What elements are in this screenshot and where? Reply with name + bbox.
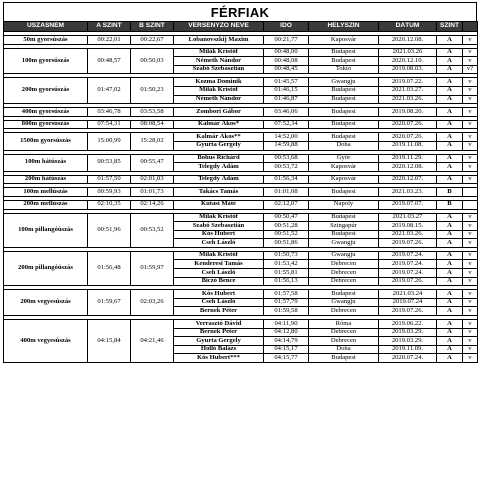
place-cell: Kaposvár bbox=[309, 163, 379, 172]
level-cell: A bbox=[437, 175, 463, 184]
place-cell: Gwangju bbox=[309, 239, 379, 248]
a-level-cell: 00:51,96 bbox=[88, 213, 131, 247]
table-row bbox=[4, 133, 478, 142]
date-cell: 2021.03.27. bbox=[379, 86, 437, 95]
place-cell: Doha bbox=[309, 345, 379, 354]
level-cell: A bbox=[437, 239, 463, 248]
level-cell: A bbox=[437, 95, 463, 104]
place-cell: Gwangju bbox=[309, 298, 379, 307]
date-cell: 2019.08.15. bbox=[379, 222, 437, 231]
table-row bbox=[4, 48, 478, 57]
a-level-cell: 00:59,93 bbox=[88, 188, 131, 197]
time-cell: 00:50,47 bbox=[264, 213, 309, 222]
table-row bbox=[4, 290, 478, 299]
level-cell: A bbox=[437, 141, 463, 150]
table-row bbox=[4, 320, 478, 329]
level-cell: A bbox=[437, 57, 463, 66]
date-cell: 2019.08.03. bbox=[379, 65, 437, 74]
place-cell: Budapest bbox=[309, 57, 379, 66]
date-cell: 2019.03.29. bbox=[379, 328, 437, 337]
level-cell: A bbox=[437, 230, 463, 239]
swimmer-name-cell: Cseh László bbox=[174, 269, 264, 278]
b-level-cell: 00:22,67 bbox=[131, 36, 174, 45]
event-cell: 50m gyorsúszás bbox=[4, 36, 88, 45]
swimmer-name-cell: Kenderesi Tamás bbox=[174, 260, 264, 269]
level-cell: A bbox=[437, 277, 463, 286]
place-cell: Kaposvár bbox=[309, 36, 379, 45]
time-cell: 04:12,80 bbox=[264, 328, 309, 337]
swimmer-name-cell: Holló Balázs bbox=[174, 345, 264, 354]
date-cell: 2021.03.26. bbox=[379, 230, 437, 239]
mark-cell: v bbox=[463, 290, 478, 299]
col-header-place: HELYSZÍN bbox=[309, 22, 379, 32]
time-cell: 00:51,28 bbox=[264, 222, 309, 231]
level-cell: A bbox=[437, 120, 463, 129]
table-row bbox=[4, 108, 478, 117]
swimmer-name-cell: Lobanovszkij Maxim bbox=[174, 36, 264, 45]
time-cell: 14:52,00 bbox=[264, 133, 309, 142]
a-level-cell: 00:53,85 bbox=[88, 154, 131, 171]
b-level-cell: 15:28,02 bbox=[131, 133, 174, 150]
level-cell: A bbox=[437, 154, 463, 163]
place-cell: Debrecen bbox=[309, 260, 379, 269]
date-cell: 2021.03.26. bbox=[379, 95, 437, 104]
mark-cell: v bbox=[463, 337, 478, 346]
date-cell: 2020.07.26. bbox=[379, 133, 437, 142]
swimmer-name-cell: Milák Kristóf bbox=[174, 213, 264, 222]
swimmer-name-cell: Milák Kristóf bbox=[174, 251, 264, 260]
mark-cell: v bbox=[463, 222, 478, 231]
swimmer-name-cell: Zombori Gábor bbox=[174, 108, 264, 117]
a-level-cell: 04:15,84 bbox=[88, 320, 131, 363]
table-row bbox=[4, 36, 478, 45]
time-cell: 01:57,79 bbox=[264, 298, 309, 307]
mark-cell: v? bbox=[463, 65, 478, 74]
time-cell: 01:46,15 bbox=[264, 86, 309, 95]
time-cell: 01:56,34 bbox=[264, 175, 309, 184]
level-cell: A bbox=[437, 48, 463, 57]
date-cell: 2019.07.24. bbox=[379, 269, 437, 278]
level-cell: A bbox=[437, 108, 463, 117]
swimmer-name-cell: Bohus Richárd bbox=[174, 154, 264, 163]
level-cell: A bbox=[437, 345, 463, 354]
mark-cell: v bbox=[463, 154, 478, 163]
place-cell: Gwangju bbox=[309, 251, 379, 260]
level-cell: A bbox=[437, 36, 463, 45]
results-sheet bbox=[3, 2, 477, 363]
swimmer-name-cell: Takács Tamás bbox=[174, 188, 264, 197]
place-cell: Debrecen bbox=[309, 269, 379, 278]
level-cell: A bbox=[437, 290, 463, 299]
mark-cell: v bbox=[463, 78, 478, 87]
level-cell: A bbox=[437, 260, 463, 269]
place-cell: Budapest bbox=[309, 133, 379, 142]
date-cell: 2019.07.26. bbox=[379, 239, 437, 248]
level-cell: A bbox=[437, 354, 463, 363]
b-level-cell: 08:08,54 bbox=[131, 120, 174, 129]
mark-cell: v bbox=[463, 354, 478, 363]
header-row bbox=[4, 22, 478, 32]
time-cell: 07:52,34 bbox=[264, 120, 309, 129]
b-level-cell: 02:01,03 bbox=[131, 175, 174, 184]
col-header-date: DÁTUM bbox=[379, 22, 437, 32]
table-row bbox=[4, 120, 478, 129]
mark-cell: v bbox=[463, 251, 478, 260]
swimmer-name-cell: Kós Hubert bbox=[174, 230, 264, 239]
mark-cell: v bbox=[463, 57, 478, 66]
mark-cell: v bbox=[463, 260, 478, 269]
b-level-cell: 02:03,26 bbox=[131, 290, 174, 316]
date-cell: 2019.08.20. bbox=[379, 108, 437, 117]
date-cell: 2019.07.24 bbox=[379, 298, 437, 307]
a-level-cell: 15:00,99 bbox=[88, 133, 131, 150]
place-cell: Győr bbox=[309, 154, 379, 163]
level-cell: A bbox=[437, 78, 463, 87]
b-level-cell: 00:53,52 bbox=[131, 213, 174, 247]
event-cell: 100m hátúszás bbox=[4, 154, 88, 171]
time-cell: 00:51,52 bbox=[264, 230, 309, 239]
table-row bbox=[4, 154, 478, 163]
date-cell: 2019.07.22. bbox=[379, 78, 437, 87]
level-cell: A bbox=[437, 163, 463, 172]
mark-cell: v bbox=[463, 213, 478, 222]
col-header-event: ÚSZÁSNEM bbox=[4, 22, 88, 32]
mark-cell: v bbox=[463, 230, 478, 239]
swimmer-name-cell: Cseh László bbox=[174, 239, 264, 248]
swimmer-name-cell: Bernek Péter bbox=[174, 328, 264, 337]
event-cell: 200m pillangóúszás bbox=[4, 251, 88, 285]
b-level-cell: 01:50,23 bbox=[131, 78, 174, 104]
date-cell: 2021.03.26 bbox=[379, 48, 437, 57]
swimmer-name-cell: Kozma Dominik bbox=[174, 78, 264, 87]
date-cell: 2021.03.24 bbox=[379, 290, 437, 299]
event-cell: 200m gyorsúszás bbox=[4, 78, 88, 104]
place-cell: Debrecen bbox=[309, 328, 379, 337]
date-cell: 2020.12.10. bbox=[379, 57, 437, 66]
date-cell: 2020.12.07. bbox=[379, 175, 437, 184]
level-cell: A bbox=[437, 307, 463, 316]
mark-cell: v bbox=[463, 108, 478, 117]
event-cell: 200m vegyesúszás bbox=[4, 290, 88, 316]
results-table bbox=[3, 21, 478, 363]
swimmer-name-cell: Milák Kristóf bbox=[174, 48, 264, 57]
level-cell: A bbox=[437, 213, 463, 222]
time-cell: 01:50,73 bbox=[264, 251, 309, 260]
level-cell: A bbox=[437, 133, 463, 142]
place-cell: Budapest bbox=[309, 354, 379, 363]
table-row bbox=[4, 175, 478, 184]
mark-cell: v bbox=[463, 175, 478, 184]
mark-cell: v bbox=[463, 86, 478, 95]
place-cell: Budapest bbox=[309, 290, 379, 299]
swimmer-name-cell: Kalmár Ákos** bbox=[174, 133, 264, 142]
place-cell: Budapest bbox=[309, 108, 379, 117]
mark-cell: v bbox=[463, 48, 478, 57]
level-cell: A bbox=[437, 269, 463, 278]
mark-cell: v bbox=[463, 298, 478, 307]
time-cell: 00:48,00 bbox=[264, 48, 309, 57]
date-cell: 2019.07.26. bbox=[379, 277, 437, 286]
place-cell: Debrecen bbox=[309, 337, 379, 346]
time-cell: 02:12,07 bbox=[264, 200, 309, 209]
time-cell: 00:53,72 bbox=[264, 163, 309, 172]
level-cell: A bbox=[437, 86, 463, 95]
swimmer-name-cell: Németh Nándor bbox=[174, 57, 264, 66]
level-cell: A bbox=[437, 298, 463, 307]
event-cell: 1500m gyorsúszás bbox=[4, 133, 88, 150]
time-cell: 04:15,77 bbox=[264, 354, 309, 363]
time-cell: 00:48,08 bbox=[264, 57, 309, 66]
a-level-cell: 01:47,02 bbox=[88, 78, 131, 104]
date-cell: 2019.11.08. bbox=[379, 141, 437, 150]
time-cell: 04:14,79 bbox=[264, 337, 309, 346]
a-level-cell: 03:46,78 bbox=[88, 108, 131, 117]
event-cell: 400m vegyesúszás bbox=[4, 320, 88, 363]
b-level-cell: 03:53,58 bbox=[131, 108, 174, 117]
mark-cell: v bbox=[463, 120, 478, 129]
place-cell: Budapest bbox=[309, 213, 379, 222]
date-cell: 2020.07.24. bbox=[379, 354, 437, 363]
time-cell: 00:53,68 bbox=[264, 154, 309, 163]
mark-cell: v bbox=[463, 328, 478, 337]
swimmer-name-cell: Szabó Szebasztián bbox=[174, 65, 264, 74]
mark-cell: v bbox=[463, 239, 478, 248]
time-cell: 04:15,17 bbox=[264, 345, 309, 354]
table-row bbox=[4, 200, 478, 209]
sheet-title: FÉRFIAK bbox=[3, 2, 477, 21]
time-cell: 01:46,87 bbox=[264, 95, 309, 104]
event-cell: 200m mellúszás bbox=[4, 200, 88, 209]
swimmer-name-cell: Kós Hubert bbox=[174, 290, 264, 299]
place-cell: Szingapúr bbox=[309, 222, 379, 231]
a-level-cell: 07:54,31 bbox=[88, 120, 131, 129]
time-cell: 00:21,77 bbox=[264, 36, 309, 45]
level-cell: A bbox=[437, 337, 463, 346]
a-level-cell: 02:10,35 bbox=[88, 200, 131, 209]
mark-cell: v bbox=[463, 163, 478, 172]
mark-cell: v bbox=[463, 36, 478, 45]
swimmer-name-cell: Kalmár Ákos* bbox=[174, 120, 264, 129]
mark-cell: v bbox=[463, 269, 478, 278]
swimmer-name-cell: Telegdy Ádám bbox=[174, 163, 264, 172]
swimmer-name-cell: Kós Hubert*** bbox=[174, 354, 264, 363]
level-cell: B bbox=[437, 188, 463, 197]
time-cell: 01:53,42 bbox=[264, 260, 309, 269]
col-header-level: SZINT bbox=[437, 22, 463, 32]
table-row bbox=[4, 213, 478, 222]
swimmer-name-cell: Verrasztó Dávid bbox=[174, 320, 264, 329]
swimmer-name-cell: Cseh László bbox=[174, 298, 264, 307]
time-cell: 03:46,06 bbox=[264, 108, 309, 117]
event-cell: 400m gyorsúszás bbox=[4, 108, 88, 117]
results-body bbox=[4, 32, 478, 363]
mark-cell: v bbox=[463, 307, 478, 316]
place-cell: Budapest bbox=[309, 95, 379, 104]
time-cell: 14:59,88 bbox=[264, 141, 309, 150]
swimmer-name-cell: Szabó Szebasztián bbox=[174, 222, 264, 231]
mark-cell bbox=[463, 188, 478, 197]
swimmer-name-cell: Németh Nándor bbox=[174, 95, 264, 104]
b-level-cell: 02:14,26 bbox=[131, 200, 174, 209]
a-level-cell: 01:59,67 bbox=[88, 290, 131, 316]
b-level-cell: 04:21,46 bbox=[131, 320, 174, 363]
date-cell: 2019.11.29. bbox=[379, 154, 437, 163]
place-cell: Budapest bbox=[309, 86, 379, 95]
date-cell: 2020.12.08. bbox=[379, 163, 437, 172]
date-cell: 2021.03.23. bbox=[379, 188, 437, 197]
time-cell: 00:48,45 bbox=[264, 65, 309, 74]
swimmer-name-cell: Bernek Péter bbox=[174, 307, 264, 316]
place-cell: Debrecen bbox=[309, 277, 379, 286]
date-cell: 2020.07.26. bbox=[379, 120, 437, 129]
date-cell: 2021.03.27 bbox=[379, 213, 437, 222]
level-cell: A bbox=[437, 222, 463, 231]
time-cell: 04:11,90 bbox=[264, 320, 309, 329]
time-cell: 01:45,57 bbox=[264, 78, 309, 87]
swimmer-name-cell: Milák Kristóf bbox=[174, 86, 264, 95]
mark-cell: v bbox=[463, 141, 478, 150]
time-cell: 00:51,86 bbox=[264, 239, 309, 248]
col-header-mark bbox=[463, 22, 478, 32]
place-cell: Budapest bbox=[309, 230, 379, 239]
b-level-cell: 00:50,03 bbox=[131, 48, 174, 74]
date-cell: 2019.07.07. bbox=[379, 200, 437, 209]
col-header-name: VERSENYZŐ NEVE bbox=[174, 22, 264, 32]
swimmer-name-cell: Kutasi Máté bbox=[174, 200, 264, 209]
mark-cell: v bbox=[463, 133, 478, 142]
swimmer-name-cell: Gyurta Gergely bbox=[174, 337, 264, 346]
col-header-b-level: B SZINT bbox=[131, 22, 174, 32]
time-cell: 01:01,08 bbox=[264, 188, 309, 197]
event-cell: 800m gyorsúszás bbox=[4, 120, 88, 129]
b-level-cell: 01:59,97 bbox=[131, 251, 174, 285]
time-cell: 01:56,13 bbox=[264, 277, 309, 286]
mark-cell: v bbox=[463, 320, 478, 329]
col-header-a-level: A SZINT bbox=[88, 22, 131, 32]
date-cell: 2019.07.24. bbox=[379, 260, 437, 269]
date-cell: 2019.03.29. bbox=[379, 337, 437, 346]
a-level-cell: 01:57,50 bbox=[88, 175, 131, 184]
event-cell: 100m mellúszás bbox=[4, 188, 88, 197]
date-cell: 2019.11.09. bbox=[379, 345, 437, 354]
level-cell: A bbox=[437, 65, 463, 74]
level-cell: A bbox=[437, 328, 463, 337]
swimmer-name-cell: Gyurta Gergely bbox=[174, 141, 264, 150]
table-row bbox=[4, 188, 478, 197]
place-cell: Debrecen bbox=[309, 307, 379, 316]
date-cell: 2019.07.24. bbox=[379, 251, 437, 260]
level-cell: B bbox=[437, 200, 463, 209]
a-level-cell: 01:56,48 bbox=[88, 251, 131, 285]
time-cell: 01:57,58 bbox=[264, 290, 309, 299]
mark-cell: v bbox=[463, 95, 478, 104]
place-cell: Budapest bbox=[309, 48, 379, 57]
place-cell: Doha bbox=[309, 141, 379, 150]
a-level-cell: 00:48,57 bbox=[88, 48, 131, 74]
event-cell: 200m hátúszás bbox=[4, 175, 88, 184]
swimmer-name-cell: Biczó Bence bbox=[174, 277, 264, 286]
place-cell: Budapest bbox=[309, 120, 379, 129]
place-cell: Budapest bbox=[309, 188, 379, 197]
place-cell: Tokió bbox=[309, 65, 379, 74]
b-level-cell: 01:01,73 bbox=[131, 188, 174, 197]
date-cell: 2019.07.26. bbox=[379, 307, 437, 316]
place-cell: Róma bbox=[309, 320, 379, 329]
a-level-cell: 00:22,01 bbox=[88, 36, 131, 45]
event-cell: 100m gyorsúszás bbox=[4, 48, 88, 74]
place-cell: Kaposvár bbox=[309, 175, 379, 184]
level-cell: A bbox=[437, 251, 463, 260]
table-row bbox=[4, 251, 478, 260]
mark-cell bbox=[463, 200, 478, 209]
time-cell: 01:55,81 bbox=[264, 269, 309, 278]
time-cell: 01:59,58 bbox=[264, 307, 309, 316]
mark-cell: v bbox=[463, 345, 478, 354]
date-cell: 2020.12.08. bbox=[379, 36, 437, 45]
level-cell: A bbox=[437, 320, 463, 329]
date-cell: 2019.06.22. bbox=[379, 320, 437, 329]
event-cell: 100m pillangóúszás bbox=[4, 213, 88, 247]
b-level-cell: 00:55,47 bbox=[131, 154, 174, 171]
col-header-time: IDŐ bbox=[264, 22, 309, 32]
place-cell: Nápoly bbox=[309, 200, 379, 209]
mark-cell: v bbox=[463, 277, 478, 286]
swimmer-name-cell: Telegdy Ádám bbox=[174, 175, 264, 184]
place-cell: Gwangju bbox=[309, 78, 379, 87]
table-row bbox=[4, 78, 478, 87]
